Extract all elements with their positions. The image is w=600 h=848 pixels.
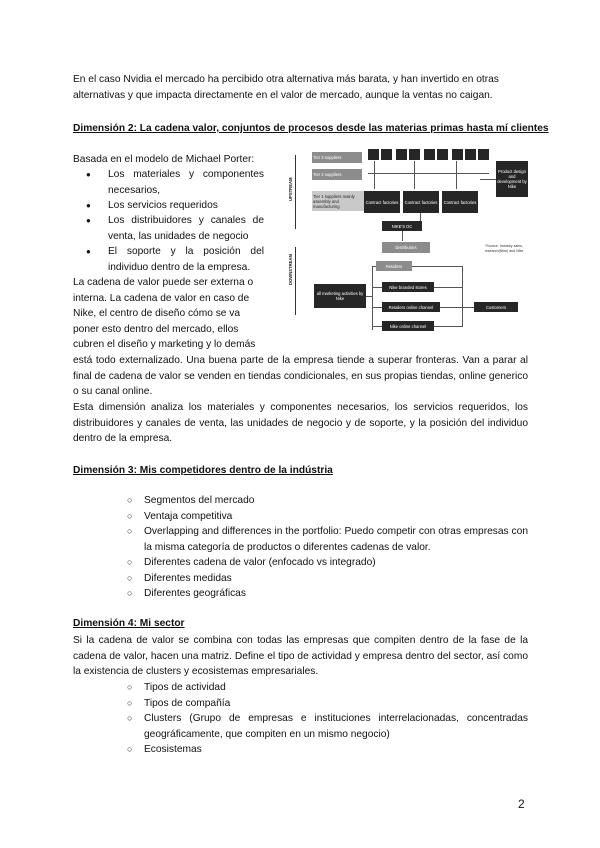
bullet-item: ● El soporte y la posición del individuo dentro de la empresa. (108, 244, 264, 275)
dimension-2-lead: Basada en el modelo de Michael Porter: (73, 154, 255, 165)
retailers-online-channel-box: Retailers online channel (382, 302, 440, 312)
customers-box: Customers (474, 302, 518, 312)
source-note: *Source: Industry sales, research(Nike) and Nike (484, 244, 524, 253)
wrapped-line: cubren el diseño y marketing y lo demás (73, 339, 256, 351)
wrapped-line: interna. La cadena de valor en caso de (73, 292, 250, 304)
distributors-box: Distributors (382, 242, 430, 253)
list-item: ○ Ecosistemas (144, 742, 528, 758)
bullet-item: ● Los materiales y componentes necesarios, (108, 167, 264, 198)
retailers-box: Retailers (376, 261, 412, 271)
tier1-suppliers-box: Tier 1 suppliers mainly assembly and manufacturing (312, 191, 364, 211)
dimension-2-heading: Dimensión 2: La cadena valor, conjuntos de procesos desde las materias primas hasta mí clientes (73, 123, 549, 134)
list-item: ○ Overlapping and differences in the portfolio: Puedo competir con otras empresas con la misma categoría de productos o diferentes cadenas de valor. (144, 524, 528, 555)
list-item: ○ Diferentes medidas (144, 571, 528, 587)
list-item: ○ Clusters (Grupo de empresas e instituciones interrelacionadas, concentradas geográficamente, que compiten en un mismo negocio) (144, 711, 528, 742)
nike-value-chain-diagram (284, 147, 528, 339)
wrapped-line: La cadena de valor puede ser externa o (73, 277, 254, 288)
tier3-suppliers-box: Tier 3 suppliers (312, 152, 362, 163)
bullet-item: ● Los distribuidores y canales de venta, las unidades de negocio (108, 213, 264, 244)
dimension-4-paragraph: Si la cadena de valor se combina con todas las empresas que compiten dentro de la fase de la cadena de valor, hacen una matriz. Define el tipo de actividad y empresa dentro del sector, así como la existencia de clusters y ecosistemas empresariales. (73, 635, 528, 678)
list-item: ○ Tipos de actividad (144, 680, 528, 696)
list-item: ○ Segmentos del mercado (144, 493, 528, 509)
dimension-2-paragraph-continued: está todo externalizado. Una buena parte de la empresa tiende a superar fronteras. Van a parar al final de cadena de valor se venden en tiendas condicionales, en sus propias tiendas, online generico o su canal online. (73, 355, 528, 398)
wrapped-line: Nike, el centro de diseño cómo se va (73, 308, 241, 320)
dimension-3-heading: Dimensión 3: Mis competidores dentro de la indústria (73, 465, 333, 476)
page-number: 2 (518, 797, 525, 811)
list-item: ○ Diferentes cadena de valor (enfocado vs integrado) (144, 555, 528, 571)
wrapped-line: poner esto dentro del mercado, ellos (73, 323, 239, 335)
list-item: ○ Diferentes geográficas (144, 586, 528, 602)
contract-factories-box: Contract factories (364, 191, 400, 213)
upstream-label: UPSTREAM (288, 177, 293, 201)
intro-line-2: alternativas y que impacta directamente en el valor de mercado, aunque la ventas no caigan. (73, 89, 493, 101)
contract-factories-box: Contract factories (403, 191, 439, 213)
dimension-4-heading: Dimensión 4: Mi sector (73, 618, 185, 629)
tier2-suppliers-box: Tier 2 suppliers (312, 169, 362, 180)
downstream-label: DOWNSTREAM (288, 254, 293, 285)
dimension-2-paragraph-2: Esta dimensión analiza los materiales y componentes necesarios, los servicios requeridos, los distribuidores y canales de venta, las unidades de negocio y de soporte, y la posición del individuo dentro de la empresa. (73, 402, 528, 445)
list-item: ○ Tipos de compañía (144, 696, 528, 712)
marketing-activities-box: all marketing activities by Nike (314, 284, 366, 308)
bullet-item: ● Los servicios requeridos (108, 198, 264, 214)
nike-online-channel-box: Nike online channel (382, 321, 434, 331)
nike-dc-box: NIKE'S DC (382, 221, 422, 231)
intro-line-1: En el caso Nvidia el mercado ha percibido otra alternativa más barata, y han invertido en otras (73, 74, 499, 85)
contract-factories-box: Contract factories (442, 191, 478, 213)
list-item: ○ Ventaja competitiva (144, 509, 528, 525)
intro-paragraph (73, 72, 528, 103)
product-design-box: Product design and development by Nike (496, 161, 528, 197)
nike-branded-stores-box: Nike branded stores (382, 282, 434, 292)
dimension-2-wrapped-paragraph (73, 275, 265, 353)
